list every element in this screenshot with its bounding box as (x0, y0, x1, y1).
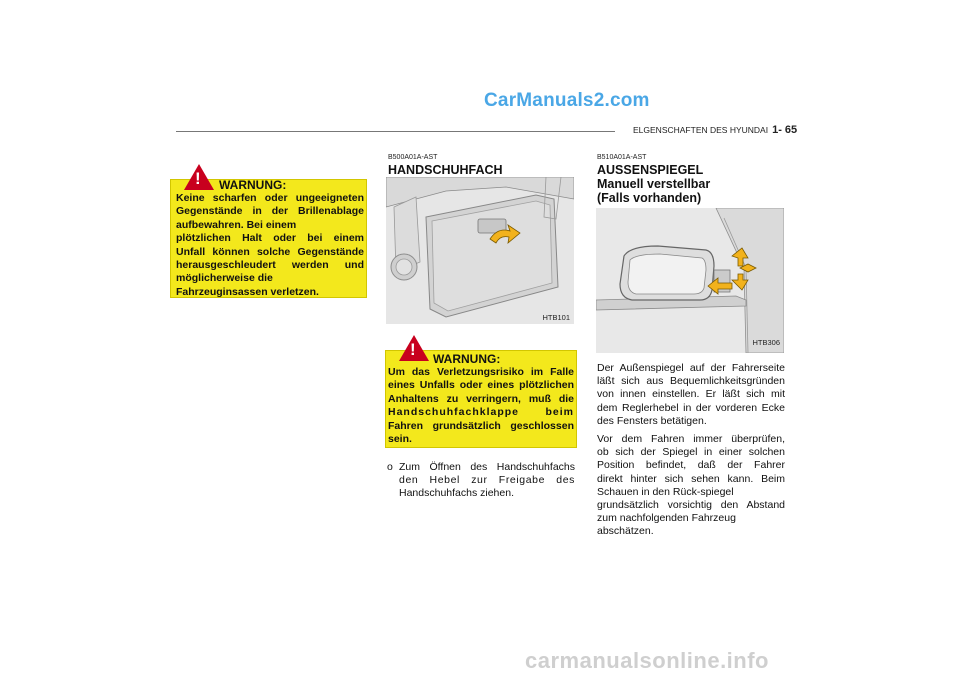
warning-line: möglicherweise die (176, 272, 273, 285)
warning-line: Fahrzeuginsassen verletzen. (176, 285, 319, 298)
warning-line: herausgeschleudert werden und (176, 259, 364, 272)
bullet-line: Zum Öffnen des Handschuhfachs (399, 461, 575, 473)
warning-line: Keine scharfen oder ungeeigneten (176, 192, 364, 204)
heading-line: Manuell verstellbar (597, 177, 711, 191)
bullet-line: den Hebel zur Freigabe des (399, 474, 575, 487)
warning-text (176, 192, 364, 299)
glovebox-drawing (386, 177, 574, 324)
paragraph-line: Position befindet, daß der Fahrer (597, 459, 785, 472)
page-number: 1- 65 (772, 124, 798, 136)
paragraph-line: direkt hinter sich sehen kann. Beim (597, 472, 785, 485)
warning-line: Unfall können solche Gegenstände (176, 245, 364, 258)
paragraph-line: des Fensters betätigen. (597, 414, 707, 427)
warning-title: WARNUNG: (433, 352, 501, 366)
section-heading (597, 163, 710, 205)
mirror-drawing (596, 208, 784, 353)
section-code: B510A01A-AST (597, 154, 647, 161)
bullet-marker: o (387, 461, 393, 473)
page-header (633, 124, 797, 136)
warning-triangle-icon: ! (399, 335, 429, 361)
paragraph-line: von innen einstellen. Er läßt sich mit (597, 388, 785, 401)
warning-line: sein. (388, 433, 412, 446)
warning-line: Anhaltens zu verringern, muß die (388, 392, 574, 405)
paragraph-line: Vor dem Fahren immer überprüfen, (597, 433, 785, 445)
paragraph-line: Schauen in den Rück-spiegel (597, 485, 734, 498)
warning-box-middle (385, 340, 577, 448)
warning-line: Gegenstände in der Brillenablage (176, 205, 364, 218)
paragraph-line: grundsätzlich vorsichtig den Abstand (597, 499, 785, 512)
paragraph-line: läßt sich aus Bequemlichkeitsgründen (597, 375, 785, 388)
warning-text (388, 366, 574, 446)
warning-line: Um das Verletzungsrisiko im Falle (388, 366, 574, 378)
heading-line: (Falls vorhanden) (597, 191, 702, 205)
paragraph-2 (597, 433, 785, 539)
section-title: ELGENSCHAFTEN DES HYUNDAI (633, 125, 769, 135)
warning-triangle-icon: ! (184, 164, 214, 190)
warning-title: WARNUNG: (219, 178, 287, 192)
header-rule (176, 131, 615, 132)
paragraph-line: zum nachfolgenden Fahrzeug (597, 512, 736, 525)
warning-line: eines Unfalls oder eines plötzlichen (388, 379, 574, 392)
image-label: HTB306 (752, 338, 780, 347)
warning-line: plötzlichen Halt oder bei einem (176, 232, 364, 245)
paragraph-line: dem Reglerhebel in der vorderen Ecke (597, 401, 785, 414)
section-code: B500A01A-AST (388, 154, 438, 161)
paragraph-line: ob sich der Spiegel in einer solchen (597, 446, 785, 459)
bullet-item (387, 461, 575, 501)
image-label: HTB101 (542, 313, 570, 322)
paragraph-1 (597, 362, 785, 428)
warning-box-left (170, 169, 367, 298)
glovebox-illustration (386, 177, 574, 324)
warning-line: Handschuhfachklappe beim (388, 406, 574, 419)
mirror-illustration (596, 208, 784, 353)
warning-line: aufbewahren. Bei einem (176, 218, 297, 231)
bullet-line: Handschuhfachs ziehen. (399, 487, 514, 500)
warning-line: Fahren grundsätzlich geschlossen (388, 419, 574, 432)
watermark-top: CarManuals2.com (484, 90, 650, 111)
watermark-bottom: carmanualsonline.info (525, 648, 769, 673)
heading-line: AUSSENSPIEGEL (597, 163, 704, 177)
paragraph-line: Der Außenspiegel auf der Fahrerseite (597, 362, 785, 374)
section-heading: HANDSCHUHFACH (388, 163, 503, 177)
paragraph-line: abschätzen. (597, 525, 654, 538)
